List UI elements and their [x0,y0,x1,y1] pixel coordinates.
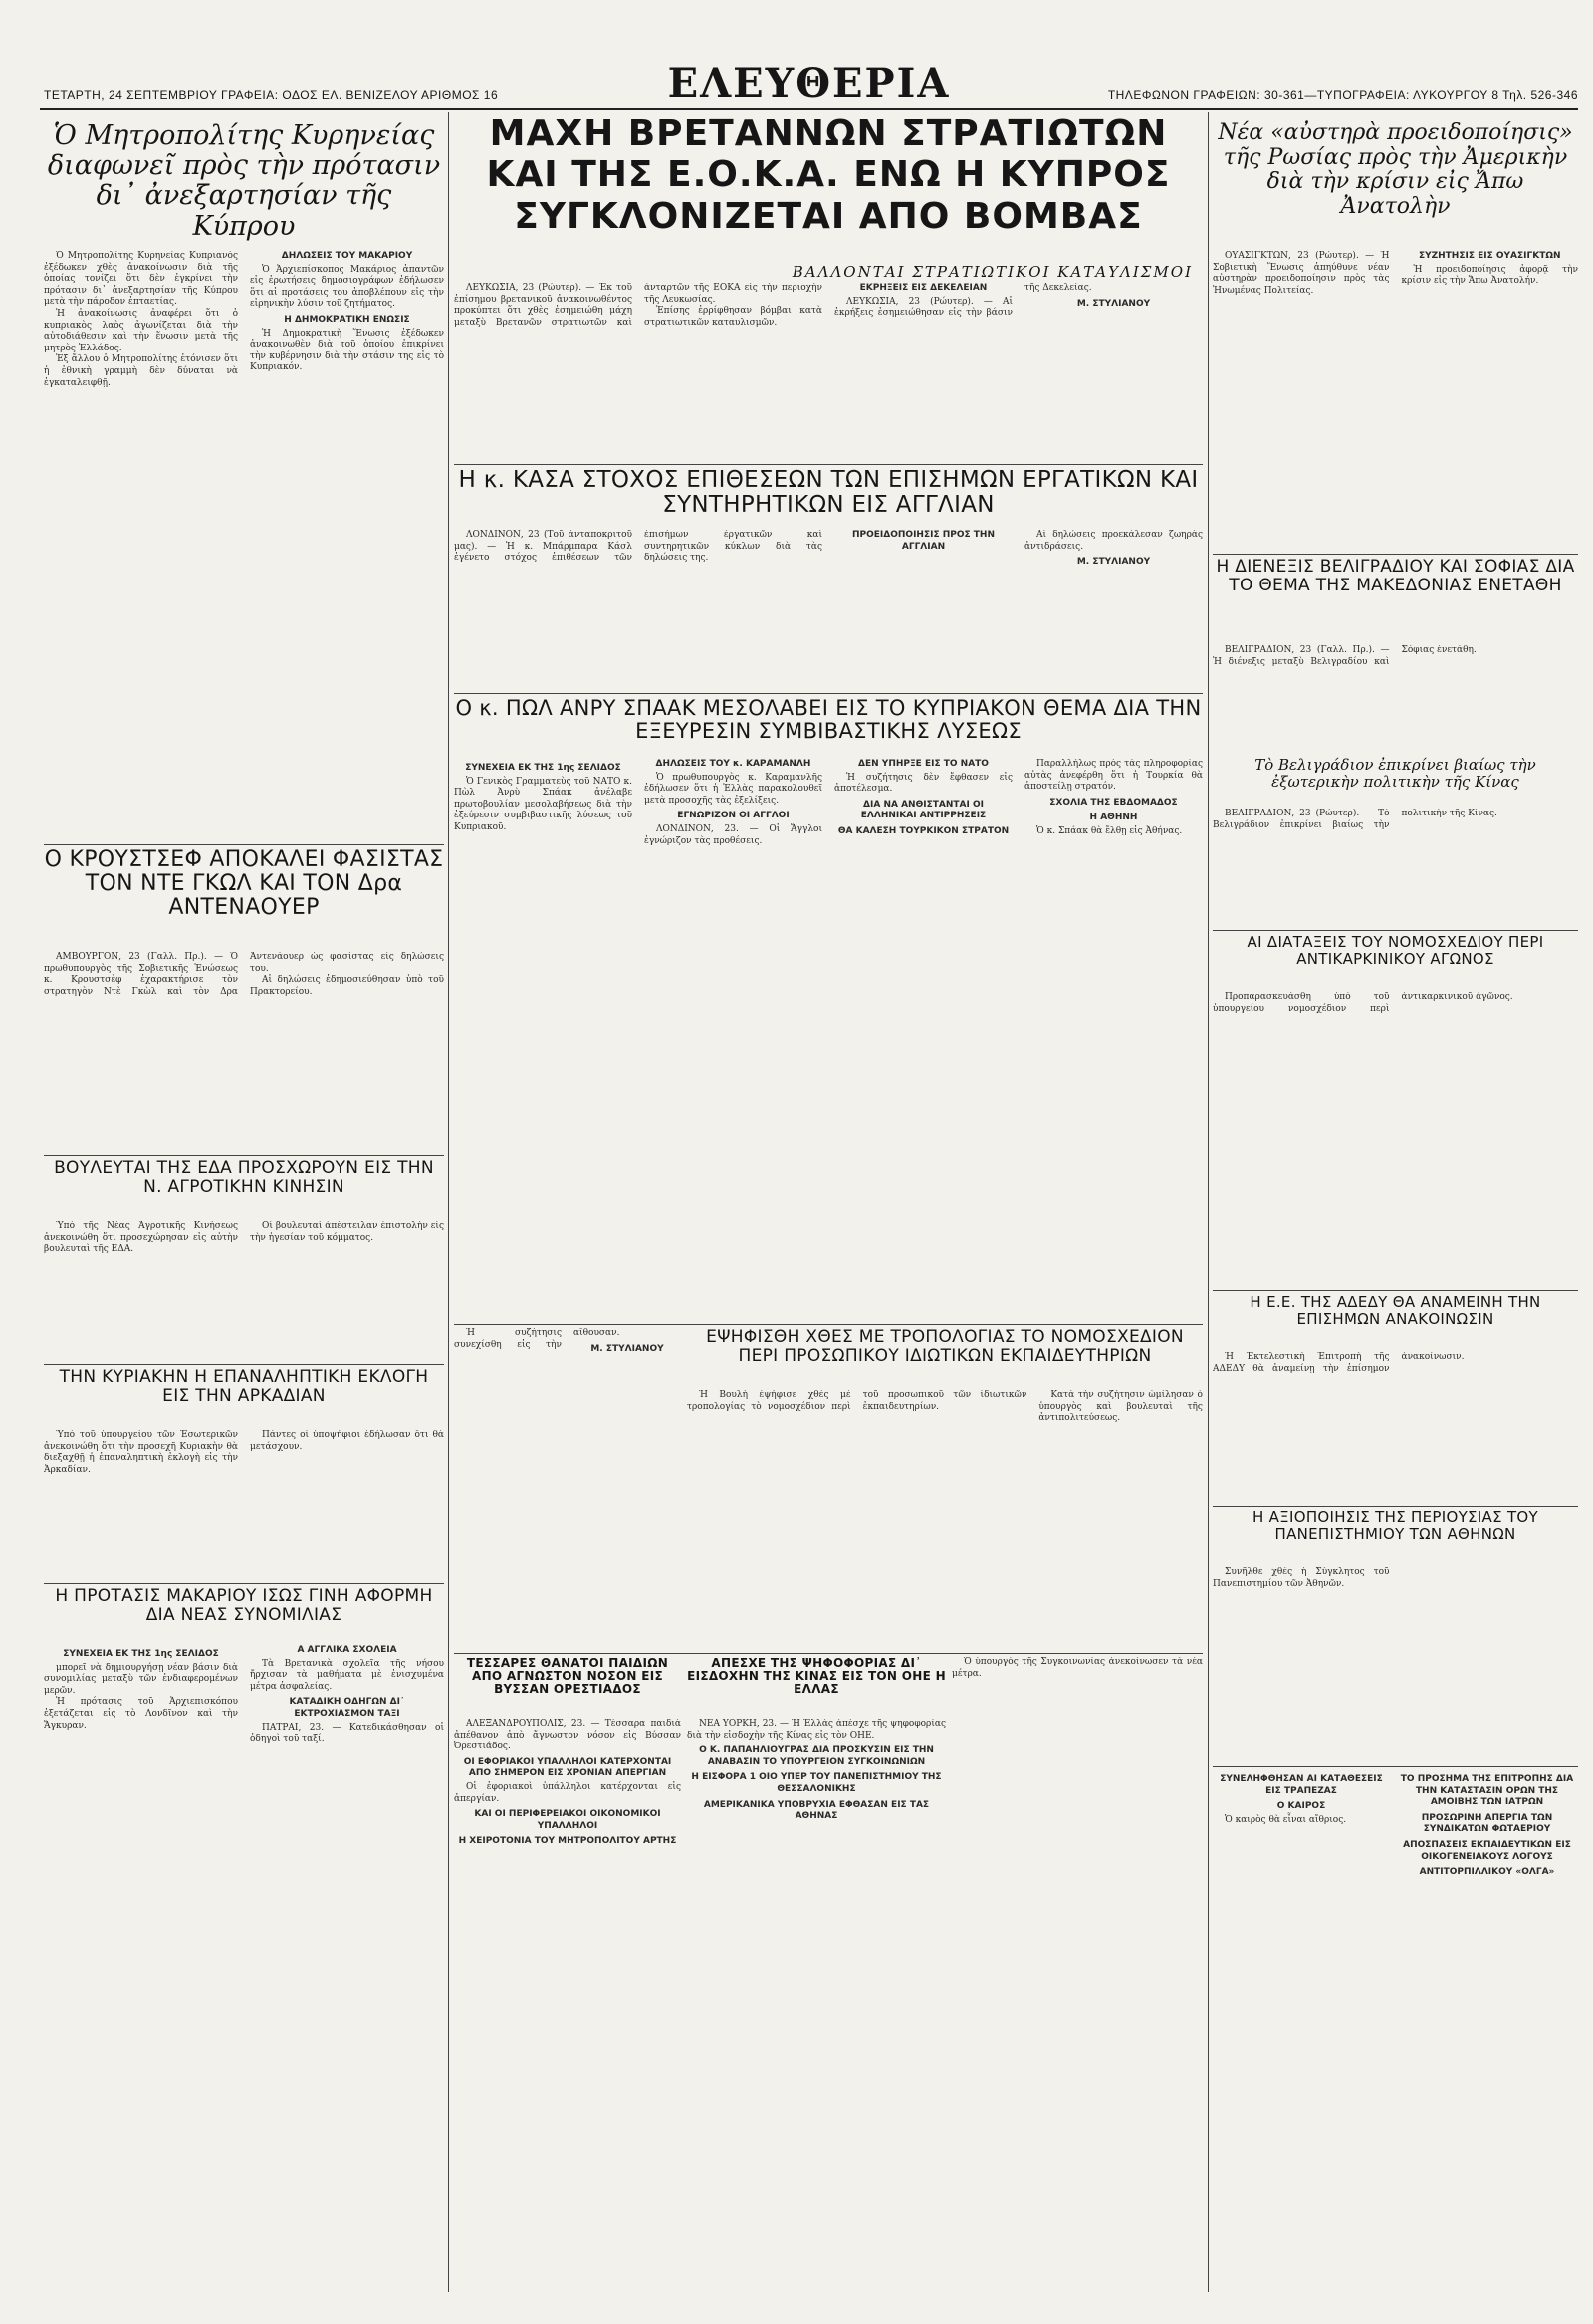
section-strike: ΠΡΟΣΩΡΙΝΗ ΑΠΕΡΓΙΑ ΤΩΝ ΣΥΝΔΙΚΑΤΩΝ ΦΩΤΑΕΡΙΟΥ [1421,1812,1553,1835]
article-cancer-body: Προπαρασκευάσθη ὑπὸ τοῦ ὑπουργείου νομοσχέδιον περὶ ἀντικαρκινικοῦ ἀγῶνος. [1213,992,1513,1014]
headline-russia-block [1213,117,1578,247]
headline-belgrade-china-block [1213,757,1578,807]
headline-eda: ΒΟΥΛΕΥΤΑΙ ΤΗΣ ΕΔΑ ΠΡΟΣΧΩΡΟΥΝ ΕΙΣ ΤΗΝ Ν. ΑΓΡΟΤΙΚΗΝ ΚΙΝΗΣΙΝ [54,1159,434,1197]
headline-teachers: ΕΨΗΦΙΣΘΗ ΧΘΕΣ ΜΕ ΤΡΟΠΟΛΟΓΙΑΣ ΤΟ ΝΟΜΟΣΧΕΔΙΟΝ ΠΕΡΙ ΠΡΟΣΩΠΙΚΟΥ ΙΔΙΩΤΙΚΩΝ ΕΚΠΑΙΔΕΥΤΗΡΙΩΝ [706,1328,1184,1366]
section-karamanlis: ΔΗΛΩΣΕΙΣ ΤΟΥ κ. ΚΑΡΑΜΑΝΛΗ [655,759,811,769]
section-american-ships: ΑΜΕΡΙΚΑΝΙΚΑ ΥΠΟΒΡΥΧΙΑ ΕΦΘΑΣΑΝ ΕΙΣ ΤΑΣ ΑΘΗΝΑΣ [703,1799,930,1822]
headline-main-sub: ΒΑΛΛΟΝΤΑΙ ΣΤΡΑΤΙΩΤΙΚΟΙ ΚΑΤΑΥΛΙΣΜΟΙ [792,263,1193,281]
headline-kyrenia-block [44,117,444,247]
article-makarios-body: ΣΥΝΕΧΕΙΑ ΕΚ ΤΗΣ 1ης ΣΕΛΙΔΟΣ μπορεῖ νὰ δημιουργήσῃ νέαν βάσιν διὰ συνομιλίας μεταξὺ τῶν ἐνδιαφερομένων μερῶν. Ἡ πρότασις τοῦ Ἀρχιεπισκόπου ἐξετάζεται εἰς τὸ Λονδῖνον καὶ τὴν Ἄγκυραν. Α ΑΓΓΛΙΚΑ ΣΧΟΛΕΙΑ Τὰ Βρετανικὰ σχολεῖα τῆς νήσου ἤρχισαν τὰ μαθήματα μὲ ἐνισχυμένα μέτρα ἀσφαλείας. ΚΑΤΑΔΙΚΗ ΟΔΗΓΩΝ ΔΙ᾽ ΕΚΤΡΟΧΙΑΣΜΟΝ ΤΑΞΙ ΠΑΤΡΑΙ, 23. — Κατεδικάσθησαν οἱ ὁδηγοὶ τοῦ ταξί. [44,1645,444,1744]
headline-makarios: Η ΠΡΟΤΑΣΙΣ ΜΑΚΑΡΙΟΥ ΙΣΩΣ ΓΙΝΗ ΑΦΟΡΜΗ ΔΙΑ ΝΕΑΣ ΣΥΝΟΜΙΛΙΑΣ [55,1587,433,1625]
headline-china-un-block [687,1657,946,1717]
article-children-body: ΑΛΕΞΑΝΔΡΟΥΠΟΛΙΣ, 23. — Τέσσαρα παιδιὰ ἀπέθανον ἀπὸ ἄγνωστον νόσον εἰς Βύσσαν Ὀρεστιάδος. ΟΙ ΕΦΟΡΙΑΚΟΙ ΥΠΑΛΛΗΛΟΙ ΚΑΤΕΡΧΟΝΤΑΙ ΑΠΟ ΣΗΜΕΡΟΝ ΕΙΣ ΧΡΟΝΙΑΝ ΑΠΕΡΓΙΑΝ Οἱ ἐφοριακοὶ ὑπάλληλοι κατέρχονται εἰς ἀπεργίαν. ΚΑΙ ΟΙ ΠΕΡΙΦΕΡΕΙΑΚΟΙ ΟΙΚΟΝΟΜΙΚΟΙ ΥΠΑΛΛΗΛΟΙ Η ΧΕΙΡΟΤΟΝΙΑ ΤΟΥ ΜΗΤΡΟΠΟΛΙΤΟΥ ΑΡΤΗΣ [454,1719,681,1847]
section-papanikolaou: Ο Κ. ΠΑΠΑΗΛΙΟΥΓΡΑΣ ΔΙΑ ΠΡΟΣΚΥΣΙΝ ΕΙΣ ΤΗΝ ΑΝΑΒΑΣΙΝ ΤΟ ΥΠΟΥΡΓΕΙΟΝ ΣΥΓΚΟΙΝΩΝΙΩΝ [699,1745,934,1767]
article-eda-body: Ὑπὸ τῆς Νέας Ἀγροτικῆς Κινήσεως ἀνεκοινώθη ὅτι προσεχώρησαν εἰς αὐτὴν βουλευταὶ τῆς ΕΔΑ. Οἱ βουλευταὶ ἀπέστειλαν ἐπιστολὴν εἰς τὴν ἡγεσίαν τοῦ κόμματος. [44,1221,444,1255]
article-russia-body: ΟΥΑΣΙΓΚΤΩΝ, 23 (Ρώυτερ). — Ἡ Σοβιετικὴ Ἕνωσις ἀπηύθυνε νέαν αὐστηρὰν προειδοποίησιν πρὸς τὰς Ἡνωμένας Πολιτείας. ΣΥΖΗΤΗΣΙΣ ΕΙΣ ΟΥΑΣΙΓΚΤΩΝ Ἡ προειδοποίησις ἀφορᾷ τὴν κρίσιν εἰς τὴν Ἄπω Ἀνατολήν. [1213,251,1578,296]
headline-spaak: Ο κ. ΠΩΛ ΑΝΡΥ ΣΠΑΑΚ ΜΕΣΟΛΑΒΕΙ ΕΙΣ ΤΟ ΚΥΠΡΙΑΚΟΝ ΘΕΜΑ ΔΙΑ ΤΗΝ ΕΞΕΥΡΕΣΙΝ ΣΥΜΒΙΒΑΣΤΙΚΗΣ ΛΥΣΕΩΣ [455,697,1202,744]
section-teachers-exams: ΑΠΟΣΠΑΣΕΙΣ ΕΚΠΑΙΔΕΥΤΙΚΩΝ ΕΙΣ ΟΙΚΟΓΕΝΕΙΑΚΟΥΣ ΛΟΓΟΥΣ [1403,1839,1571,1862]
section-nato: ΔΕΝ ΥΠΗΡΞΕ ΕΙΣ ΤΟ ΝΑΤΟ [858,759,989,769]
article-china-un-body: ΝΕΑ ΥΟΡΚΗ, 23. — Ἡ Ἑλλὰς ἀπέσχε τῆς ψηφοφορίας διὰ τὴν εἰσδοχὴν τῆς Κίνας εἰς τὸν ΟΗΕ. Ο Κ. ΠΑΠΑΗΛΙΟΥΓΡΑΣ ΔΙΑ ΠΡΟΣΚΥΣΙΝ ΕΙΣ ΤΗΝ ΑΝΑΒΑΣΙΝ ΤΟ ΥΠΟΥΡΓΕΙΟΝ ΣΥΓΚΟΙΝΩΝΙΩΝ Η ΕΙΣΦΟΡΑ 1 ΟΙΟ ΥΠΕΡ ΤΟΥ ΠΑΝΕΠΙΣΤΗΜΙΟΥ ΤΗΣ ΘΕΣΣΑΛΟΝΙΚΗΣ ΑΜΕΡΙΚΑΝΙΚΑ ΥΠΟΒΡΥΧΙΑ ΕΦΘΑΣΑΝ ΕΙΣ ΤΑΣ ΑΘΗΝΑΣ [687,1719,946,1822]
section-allies: ΔΙΑ ΝΑ ΑΝΘΙΣΤΑΝΤΑΙ ΟΙ ΕΛΛΗΝΙΚΑΙ ΑΝΤΙΡΡΗΣΕΙΣ [860,799,987,821]
headline-belgrade-china: Τὸ Βελιγράδιον ἐπικρίνει βιαίως τὴν ἐξωτερικὴν πολιτικὴν τῆς Κίνας [1254,757,1536,791]
section-eforiakoi: ΟΙ ΕΦΟΡΙΑΚΟΙ ΥΠΑΛΛΗΛΟΙ ΚΑΤΕΡΧΟΝΤΑΙ ΑΠΟ ΣΗΜΕΡΟΝ ΕΙΣ ΧΡΟΝΙΑΝ ΑΠΕΡΓΙΑΝ [463,1756,672,1779]
headline-arcadia-block [44,1368,444,1428]
section-mitropolis: Η ΧΕΙΡΟΤΟΝΙΑ ΤΟΥ ΜΗΤΡΟΠΟΛΙΤΟΥ ΑΡΤΗΣ [458,1836,677,1847]
section-continue: ΣΥΝΕΧΕΙΑ ΕΚ ΤΗΣ 1ης ΣΕΛΙΔΟΣ [63,1649,219,1659]
section-h-athens: Η ΑΘΗΝΗ [1089,813,1138,823]
article-kyrenia-body: Ὁ Μητροπολίτης Κυρηνείας Κυπριανὸς ἐξέδωκεν χθὲς ἀνακοίνωσιν διὰ τῆς ὁποίας τονίζει ὅτι δὲν ἐγκρίνει τὴν πρότασιν δι᾽ ἀνεξαρτησίαν τῆς Κύπρου μετὰ τὴν πάροδον ἐπταετίας. Ἡ ἀνακοίνωσις ἀναφέρει ὅτι ὁ κυπριακὸς λαὸς ἀγωνίζεται διὰ τὴν αὐτοδιάθεσιν καὶ τὴν ἕνωσιν μετὰ τῆς μητρὸς Ἑλλάδος. Ἐξ ἄλλου ὁ Μητροπολίτης ἐτόνισεν ὅτι ἡ ἐθνικὴ γραμμὴ δὲν δύναται νὰ ἐγκαταλειφθῇ. ΔΗΛΩΣΕΙΣ ΤΟΥ ΜΑΚΑΡΙΟΥ Ὁ Ἀρχιεπίσκοπος Μακάριος ἀπαντῶν εἰς ἐρωτήσεις δημοσιογράφων ἐδήλωσεν ὅτι αἱ προτάσεις του ἀποβλέπουν εἰς τὴν εἰρηνικὴν λύσιν τοῦ ζητήματος. Η ΔΗΜΟΚΡΑΤΙΚΗ ΕΝΩΣΙΣ Ἡ Δημοκρατικὴ Ἕνωσις ἐξέδωκεν ἀνακοινωθὲν διὰ τοῦ ὁποίου ἐπικρίνει τὴν κυβέρνησιν διὰ τὴν στάσιν της εἰς τὸ Κυπριακόν. [44,251,444,388]
headline-kyrenia: Ὁ Μητροπολίτης Κυρηνείας διαφωνεῖ πρὸς τὴν πρότασιν δι᾽ ἀνεξαρτησίαν τῆς Κύπρου [47,120,441,242]
article-university-body: Συνῆλθε χθὲς ἡ Σύγκλητος τοῦ Πανεπιστημίου τῶν Ἀθηνῶν. [1213,1567,1390,1589]
section-washington: ΣΥΖΗΤΗΣΙΣ ΕΙΣ ΟΥΑΣΙΓΚΤΩΝ [1418,251,1561,261]
section-foremen: ΣΥΝΕΛΗΦΘΗΣΑΝ ΑΙ ΚΑΤΑΘΕΣΕΙΣ ΕΙΣ ΤΡΑΠΕΖΑΣ [1220,1774,1383,1796]
article-khrushchev-body: ΑΜΒΟΥΡΓΟΝ, 23 (Γαλλ. Πρ.). — Ὁ πρωθυπουργὸς τῆς Σοβιετικῆς Ἑνώσεως κ. Κρουστσὲφ ἐχαρακτήρισε τὸν στρατηγὸν Ντὲ Γκὼλ καὶ τὸν Δρα Ἀντενάουερ ὡς φασίστας εἰς δηλώσεις του. Αἱ δηλώσεις ἐδημοσιεύθησαν ὑπὸ τοῦ Πρακτορείου. [44,952,444,997]
section-ergatic: ΕΚΡΗΞΕΙΣ ΕΙΣ ΔΕΚΕΛΕΙΑΝ [859,283,988,293]
headline-kasa: Η κ. ΚΑΣΑ ΣΤΟΧΟΣ ΕΠΙΘΕΣΕΩΝ ΤΩΝ ΕΠΙΣΗΜΩΝ ΕΡΓΑΤΙΚΩΝ ΚΑΙ ΣΥΝΤΗΡΗΤΙΚΩΝ ΕΙΣ ΑΓΓΛΙΑΝ [458,468,1199,519]
article-right-center-body: Ὁ ὑπουργὸς τῆς Συγκοινωνίας ἀνεκοίνωσεν τὰ νέα μέτρα. [952,1657,1203,1679]
headline-belgrade: Η ΔΙΕΝΕΞΙΣ ΒΕΛΙΓΡΑΔΙΟΥ ΚΑΙ ΣΟΦΙΑΣ ΔΙΑ ΤΟ ΘΕΜΑ ΤΗΣ ΜΑΚΕΔΟΝΙΑΣ ΕΝΕΤΑΘΗ [1216,558,1575,595]
headline-china-un: ΑΠΕΣΧΕ ΤΗΣ ΨΗΦΟΦΟΡΙΑΣ ΔΙ᾽ ΕΙΣΔΟΧΗΝ ΤΗΣ ΚΙΝΑΣ ΕΙΣ ΤΟΝ ΟΗΕ Η ΕΛΛΑΣ [687,1657,946,1697]
section-stylianou-1: Μ. ΣΤΥΛΙΑΝΟΥ [1076,298,1151,309]
headline-khrushchev-block [44,848,444,948]
article-left-center-body: Ἡ συζήτησις συνεχίσθη εἰς τὴν αἴθουσαν. Μ. ΣΤΥΛΙΑΝΟΥ [454,1328,681,1649]
article-doctors-body [1396,1770,1578,2292]
headline-adedy-block [1213,1294,1578,1350]
headline-teachers-block [687,1328,1203,1388]
section-turkish-army: ΘΑ ΚΑΛΕΣΗ ΤΟΥΡΚΙΚΟΝ ΣΤΡΑΤΟΝ [837,825,1010,836]
section-nazis: ΣΧΟΛΙΑ ΤΗΣ ΕΒΔΟΜΑΔΟΣ [1049,797,1178,808]
section-mall: ΚΑΤΑΔΙΚΗ ΟΔΗΓΩΝ ΔΙ᾽ ΕΚΤΡΟΧΙΑΣΜΟΝ ΤΑΞΙ [289,1697,405,1719]
section-stylianou-2: Μ. ΣΤΥΛΙΑΝΟΥ [1076,557,1151,568]
section-torpedo: ΑΝΤΙΤΟΡΠΙΛΛΙΚΟΥ «ΟΛΓΑ» [1419,1867,1555,1878]
article-foremen-body: ΣΥΝΕΛΗΦΘΗΣΑΝ ΑΙ ΚΑΤΑΘΕΣΕΙΣ ΕΙΣ ΤΡΑΠΕΖΑΣ Ο ΚΑΙΡΟΣ Ὁ καιρὸς θὰ εἶναι αἴθριος. [1213,1770,1390,2292]
section-weather: Ο ΚΑΙΡΟΣ [1276,1801,1326,1812]
section-democratic-union: Η ΔΗΜΟΚΡΑΤΙΚΗ ΕΝΩΣΙΣ [284,314,410,325]
headline-children-block [454,1657,681,1717]
masthead-phones: ΤΗΛΕΦΩΝΟΝ ΓΡΑΦΕΙΩΝ: 30-361—ΤΥΠΟΓΡΑΦΕΙΑ: ΛΥΚΟΥΡΓΟΥ 8 Τηλ. 526-346 [1107,88,1578,102]
headline-main: ΜΑΧΗ ΒΡΕΤΑΝΝΩΝ ΣΤΡΑΤΙΩΤΩΝ ΚΑΙ ΤΗΣ Ε.Ο.Κ.Α. ΕΝΩ Η ΚΥΠΡΟΣ ΣΥΓΚΛΟΝΙΖΕΤΑΙ ΑΠΟ ΒΟΜΒΑΣ [486,114,1171,237]
section-doctors: ΤΟ ΠΡΟΣΗΜΑ ΤΗΣ ΕΠΙΤΡΟΠΗΣ ΔΙΑ ΤΗΝ ΚΑΤΑΣΤΑΣΙΝ ΟΡΩΝ ΤΗΣ ΑΜΟΙΒΗΣ ΤΩΝ ΙΑΤΡΩΝ [1400,1774,1574,1808]
headline-belgrade-block [1213,558,1578,643]
section-stylianou-3: Μ. ΣΤΥΛΙΑΝΟΥ [590,1343,664,1354]
masthead [40,60,1578,119]
headline-university: Η ΑΞΙΟΠΟΙΗΣΙΣ ΤΗΣ ΠΕΡΙΟΥΣΙΑΣ ΤΟΥ ΠΑΝΕΠΙΣΤΗΜΙΟΥ ΤΩΝ ΑΘΗΝΩΝ [1252,1510,1538,1543]
headline-adedy: Η Ε.Ε. ΤΗΣ ΑΔΕΔΥ ΘΑ ΑΝΑΜΕΙΝΗ ΤΗΝ ΕΠΙΣΗΜΩΝ ΑΝΑΚΟΙΝΩΣΙΝ [1250,1294,1541,1328]
column-divider [448,112,449,2292]
section-periferiakoi: ΚΑΙ ΟΙ ΠΕΡΙΦΕΡΕΙΑΚΟΙ ΟΙΚΟΝΟΜΙΚΟΙ ΥΠΑΛΛΗΛΟΙ [474,1809,661,1831]
article-teachers-body: Ἡ Βουλὴ ἐψήφισε χθὲς μὲ τροπολογίας τὸ νομοσχέδιον περὶ τοῦ προσωπικοῦ τῶν ἰδιωτικῶν ἐκπαιδευτηρίων. Κατὰ τὴν συζήτησιν ὡμίλησαν ὁ ὑπουργὸς καὶ βουλευταὶ τῆς ἀντιπολιτεύσεως. [687,1390,1203,1424]
section-makarios-statements: ΔΗΛΩΣΕΙΣ ΤΟΥ ΜΑΚΑΡΙΟΥ [281,251,413,261]
headline-main-block [454,114,1203,261]
article-belgrade-body: ΒΕΛΙΓΡΑΔΙΟΝ, 23 (Γαλλ. Πρ.). — Ἡ διένεξις μεταξὺ Βελιγραδίου καὶ Σόφιας ἐνετάθη. [1213,645,1477,667]
section-english-schools: Α ΑΓΓΛΙΚΑ ΣΧΟΛΕΙΑ [297,1645,397,1655]
headline-kasa-block [454,468,1203,528]
section-london-statements: ΕΓΝΩΡΙΖΟΝ ΟΙ ΑΓΓΛΟΙ [677,811,790,821]
headline-spaak-block [454,697,1203,757]
article-belgrade-china-body: ΒΕΛΙΓΡΑΔΙΟΝ, 23 (Ρώυτερ). — Τὸ Βελιγράδιον ἐπικρίνει βιαίως τὴν πολιτικὴν τῆς Κίνας. [1213,809,1497,830]
headline-arcadia: ΤΗΝ ΚΥΡΙΑΚΗΝ Η ΕΠΑΝΑΛΗΠΤΙΚΗ ΕΚΛΟΓΗ ΕΙΣ ΤΗΝ ΑΡΚΑΔΙΑΝ [59,1368,429,1406]
headline-makarios-block [44,1587,444,1643]
headline-eda-block [44,1159,444,1219]
section-eisfora: Η ΕΙΣΦΟΡΑ 1 ΟΙΟ ΥΠΕΡ ΤΟΥ ΠΑΝΕΠΙΣΤΗΜΙΟΥ ΤΗΣ ΘΕΣΣΑΛΟΝΙΚΗΣ [691,1772,942,1794]
article-spaak-body: ΣΥΝΕΧΕΙΑ ΕΚ ΤΗΣ 1ης ΣΕΛΙΔΟΣ Ὁ Γενικὸς Γραμματεὺς τοῦ ΝΑΤΟ κ. Πὼλ Ἀνρὺ Σπάακ ἀνέλαβε πρωτοβουλίαν μεσολαβήσεως διὰ τὴν ἐξεύρεσιν συμβιβαστικῆς λύσεως τοῦ Κυπριακοῦ. ΔΗΛΩΣΕΙΣ ΤΟΥ κ. ΚΑΡΑΜΑΝΛΗ Ὁ πρωθυπουργὸς κ. Καραμανλῆς ἐδήλωσεν ὅτι ἡ Ἑλλὰς παρακολουθεῖ μετὰ προσοχῆς τὰς ἐξελίξεις. ΕΓΝΩΡΙΖΟΝ ΟΙ ΑΓΓΛΟΙ ΛΟΝΔΙΝΟΝ, 23. — Οἱ Ἄγγλοι ἐγνώριζον τὰς προθέσεις. ΔΕΝ ΥΠΗΡΞΕ ΕΙΣ ΤΟ ΝΑΤΟ Ἡ συζήτησις δὲν ἔφθασεν εἰς ἀποτέλεσμα. ΔΙΑ ΝΑ ΑΝΘΙΣΤΑΝΤΑΙ ΟΙ ΕΛΛΗΝΙΚΑΙ ΑΝΤΙΡΡΗΣΕΙΣ ΘΑ ΚΑΛΕΣΗ ΤΟΥΡΚΙΚΟΝ ΣΤΡΑΤΟΝ Παραλλήλως πρὸς τὰς πληροφορίας αὐτὰς ἀνεφέρθη ὅτι ἡ Τουρκία θὰ ἀποστείλῃ στρατόν. ΣΧΟΛΙΑ ΤΗΣ ΕΒΔΟΜΑΔΟΣ Η ΑΘΗΝΗ Ὁ κ. Σπάακ θὰ ἔλθῃ εἰς Ἀθήνας. [454,759,1203,846]
headline-cancer: ΑΙ ΔΙΑΤΑΞΕΙΣ ΤΟΥ ΝΟΜΟΣΧΕΔΙΟΥ ΠΕΡΙ ΑΝΤΙΚΑΡΚΙΝΙΚΟΥ ΑΓΩΝΟΣ [1247,934,1544,968]
masthead-date-address: ΤΕΤΑΡΤΗ, 24 ΣΕΠΤΕΜΒΡΙΟΥ ΓΡΑΦΕΙΑ: ΟΔΟΣ ΕΛ. ΒΕΝΙΖΕΛΟΥ ΑΡΙΘΜΟΣ 16 [44,88,499,102]
column-divider [1208,112,1209,2292]
masthead-rule [40,108,1578,110]
headline-children: ΤΕΣΣΑΡΕΣ ΘΑΝΑΤΟΙ ΠΑΙΔΙΩΝ ΑΠΟ ΑΓΝΩΣΤΟΝ ΝΟΣΟΝ ΕΙΣ ΒΥΣΣΑΝ ΟΡΕΣΤΙΑΔΟΣ [466,1657,669,1697]
article-adedy-body: Ἡ Ἐκτελεστικὴ Ἐπιτροπὴ τῆς ΑΔΕΔΥ θὰ ἀναμείνῃ τὴν ἐπίσημον ἀνακοίνωσιν. [1213,1352,1465,1374]
article-main-body: ΛΕΥΚΩΣΙΑ, 23 (Ρώυτερ). — Ἐκ τοῦ ἐπίσημου βρετανικοῦ ἀνακοινωθέντος προκύπτει ὅτι χθὲς ἐσημειώθη μάχη μεταξὺ Βρετανῶν στρατιωτῶν καὶ ἀνταρτῶν τῆς ΕΟΚΑ εἰς τὴν περιοχὴν τῆς Λευκωσίας. Ἐπίσης ἐρρίφθησαν βόμβαι κατὰ στρατιωτικῶν καταυλισμῶν. ΕΚΡΗΞΕΙΣ ΕΙΣ ΔΕΚΕΛΕΙΑΝ ΛΕΥΚΩΣΙΑ, 23 (Ρώυτερ). — Αἱ ἐκρήξεις ἐσημειώθησαν εἰς τὴν βάσιν τῆς Δεκελείας. Μ. ΣΤΥΛΙΑΝΟΥ [454,283,1203,460]
article-kasa-body: ΛΟΝΔΙΝΟΝ, 23 (Τοῦ ἀνταποκριτοῦ μας). — Ἡ κ. Μπάρμπαρα Κάσλ ἐγένετο στόχος ἐπιθέσεων τῶν ἐπισήμων ἐργατικῶν καὶ συντηρητικῶν κύκλων διὰ τὰς δηλώσεις της. ΠΡΟΕΙΔΟΠΟΙΗΣΙΣ ΠΡΟΣ ΤΗΝ ΑΓΓΛΙΑΝ Αἱ δηλώσεις προεκάλεσαν ζωηρὰς ἀντιδράσεις. Μ. ΣΤΥΛΙΑΝΟΥ [454,530,1203,568]
article-arcadia-body: Ὑπὸ τοῦ ὑπουργείου τῶν Ἐσωτερικῶν ἀνεκοινώθη ὅτι τὴν προσεχῆ Κυριακὴν θὰ διεξαχθῇ ἡ ἐπαναληπτικὴ ἐκλογὴ εἰς τὴν Ἀρκαδίαν. Πάντες οἱ ὑποψήφιοι ἐδήλωσαν ὅτι θὰ μετάσχουν. [44,1430,444,1475]
headline-university-block [1213,1510,1578,1565]
newspaper-title: ΕΛΕΥΘΕΡΙΑ [667,60,951,107]
headline-khrushchev: Ο ΚΡΟΥΣΤΣΕΦ ΑΠΟΚΑΛΕΙ ΦΑΣΙΣΤΑΣ ΤΟΝ ΝΤΕ ΓΚΩΛ ΚΑΙ ΤΟΝ Δρα ΑΝΤΕΝΑΟΥΕΡ [44,848,444,921]
headline-russia: Νέα «αὐστηρὰ προειδοποίησις» τῆς Ρωσίας πρὸς τὴν Ἀμερικὴν διὰ τὴν κρίσιν εἰς Ἄπω Ἀνατολὴν [1218,120,1573,219]
section-london-talks: ΠΡΟΕΙΔΟΠΟΙΗΣΙΣ ΠΡΟΣ ΤΗΝ ΑΓΓΛΙΑΝ [852,530,995,552]
section-continue-2: ΣΥΝΕΧΕΙΑ ΕΚ ΤΗΣ 1ης ΣΕΛΙΔΟΣ [465,763,621,773]
headline-cancer-block [1213,934,1578,990]
